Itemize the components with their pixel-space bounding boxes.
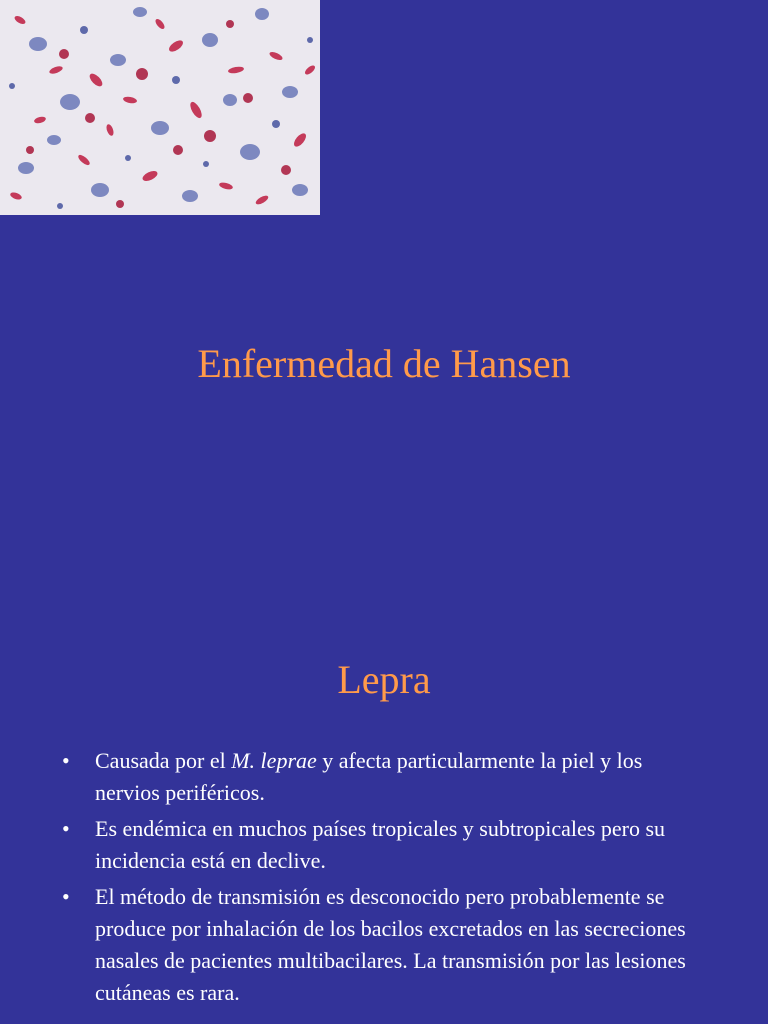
slide-title: Enfermedad de Hansen	[197, 341, 571, 386]
bullet-text-before: Causada por el	[95, 748, 232, 773]
bullet-text: El método de transmisión es desconocido pero probablemente se produce por inhalación de los bacilos excretados en las secreciones nasales de pacientes multibacilares. La transmisión por las lesiones cutáneas es rara.	[95, 884, 686, 1005]
micrograph-image	[0, 0, 320, 215]
bullet-item	[60, 745, 710, 809]
bullet-text-after: y afecta particularmente la piel y los nervios periféricos.	[95, 748, 643, 805]
bullet-list	[60, 745, 710, 1013]
bullet-item	[60, 881, 710, 1009]
bullet-text: Es endémica en muchos países tropicales y subtropicales pero su incidencia está en declive.	[95, 816, 666, 873]
bullet-icon: •	[62, 748, 70, 773]
bullet-text-emphasis: M. leprae	[231, 748, 317, 773]
bullet-icon: •	[62, 884, 70, 909]
bullet-icon: •	[62, 816, 70, 841]
section-title: Lepra	[337, 657, 431, 702]
bullet-item	[60, 813, 710, 877]
